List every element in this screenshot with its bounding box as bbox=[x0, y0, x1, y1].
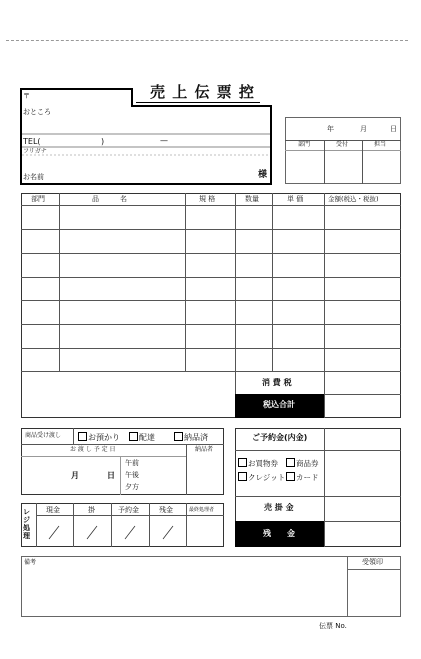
balance-label: 残 金 bbox=[263, 529, 295, 538]
col-header-spec: 規 格 bbox=[199, 195, 216, 203]
col-header-amount: 金額(税込・税抜) bbox=[328, 195, 379, 203]
time-evening[interactable]: 夕方 bbox=[125, 483, 139, 491]
option-nouhinzumi-label: 納品済 bbox=[184, 433, 208, 442]
receipt-seal-field[interactable] bbox=[348, 570, 400, 616]
remarks-label: 備考 bbox=[24, 559, 37, 566]
schedule-label: お 渡 し 予 定 日 bbox=[70, 446, 116, 453]
receipt-label: 受領印 bbox=[362, 558, 383, 566]
method-shohinken-label: 商品券 bbox=[296, 459, 319, 468]
deliverer-label: 納品者 bbox=[195, 446, 214, 453]
method-kaimonoken[interactable] bbox=[238, 458, 278, 468]
option-haitatsu-label: 配達 bbox=[139, 433, 155, 442]
credit-amount-field[interactable] bbox=[325, 497, 400, 520]
year-label: 年 bbox=[327, 125, 334, 133]
delivery-label: 商品受け渡し bbox=[25, 432, 62, 439]
reg-header-final: 最終処理者 bbox=[189, 507, 215, 513]
option-azukari[interactable] bbox=[78, 432, 120, 442]
total-amount-field[interactable] bbox=[325, 395, 400, 417]
staff-header: 担当 bbox=[374, 141, 387, 148]
name-label: お名前 bbox=[23, 173, 44, 181]
credit-label: 売 掛 金 bbox=[264, 503, 294, 512]
col-header-dept: 部門 bbox=[31, 195, 45, 203]
method-credit[interactable] bbox=[238, 472, 285, 482]
checkbox-icon bbox=[286, 458, 295, 467]
postal-mark: 〒 bbox=[23, 92, 30, 100]
schedule-day: 日 bbox=[107, 471, 115, 480]
address-field[interactable] bbox=[22, 118, 270, 133]
reg-header-balance: 残金 bbox=[159, 506, 173, 514]
tel-paren: ) bbox=[101, 137, 105, 146]
checkbox-icon bbox=[129, 432, 138, 441]
reg-header-deposit: 予約金 bbox=[118, 506, 139, 514]
tel-dash: — bbox=[160, 136, 168, 145]
day-label: 日 bbox=[390, 125, 397, 133]
method-kaimonoken-label: お買物券 bbox=[248, 459, 278, 468]
month-label: 月 bbox=[360, 125, 367, 133]
dept-header: 部門 bbox=[298, 141, 311, 148]
method-card[interactable] bbox=[286, 472, 319, 482]
reg-header-credit: 掛 bbox=[88, 506, 95, 514]
balance-amount-field[interactable] bbox=[325, 522, 400, 546]
col-header-item: 品 名 bbox=[92, 195, 127, 203]
checkbox-icon bbox=[238, 472, 247, 481]
slip-number-label: 伝票 No. bbox=[319, 622, 347, 630]
remarks-field[interactable] bbox=[22, 568, 346, 616]
table-row bbox=[21, 348, 401, 349]
register-label: レジ処理 bbox=[23, 508, 30, 540]
address-label: おところ bbox=[23, 108, 51, 116]
tax-amount-field[interactable] bbox=[325, 372, 400, 393]
reservation-amount-field[interactable] bbox=[325, 451, 400, 495]
table-row bbox=[21, 253, 401, 254]
option-nouhinzumi[interactable] bbox=[174, 432, 208, 442]
method-shohinken[interactable] bbox=[286, 458, 319, 468]
sama-label: 様 bbox=[258, 170, 268, 180]
checkbox-icon bbox=[78, 432, 87, 441]
total-label: 税込合計 bbox=[263, 400, 295, 409]
col-header-price: 単 価 bbox=[287, 195, 304, 203]
reservation-label: ご予約金(内金) bbox=[252, 433, 308, 442]
furigana-label: フリガナ bbox=[23, 148, 47, 155]
reg-header-cash: 現金 bbox=[46, 506, 60, 514]
time-afternoon[interactable]: 午後 bbox=[125, 471, 139, 479]
col-header-qty: 数量 bbox=[245, 195, 259, 203]
table-row bbox=[21, 229, 401, 230]
checkbox-icon bbox=[286, 472, 295, 481]
table-row bbox=[21, 300, 401, 301]
table-row bbox=[21, 324, 401, 325]
document-title: 売 上 伝 票 控 bbox=[150, 83, 255, 101]
reception-header: 受付 bbox=[336, 141, 349, 148]
tel-field[interactable] bbox=[40, 136, 268, 146]
checkbox-icon bbox=[238, 458, 247, 467]
method-credit-label: クレジット bbox=[248, 473, 286, 482]
checkbox-icon bbox=[174, 432, 183, 441]
time-morning[interactable]: 午前 bbox=[125, 459, 139, 467]
option-haitatsu[interactable] bbox=[129, 432, 155, 442]
schedule-month: 月 bbox=[71, 471, 79, 480]
method-card-label: カード bbox=[296, 473, 319, 482]
tax-label: 消 費 税 bbox=[262, 378, 292, 387]
tel-prefix: TEL( bbox=[23, 137, 41, 146]
option-azukari-label: お預かり bbox=[88, 433, 120, 442]
name-field[interactable] bbox=[55, 158, 255, 182]
table-row bbox=[21, 277, 401, 278]
